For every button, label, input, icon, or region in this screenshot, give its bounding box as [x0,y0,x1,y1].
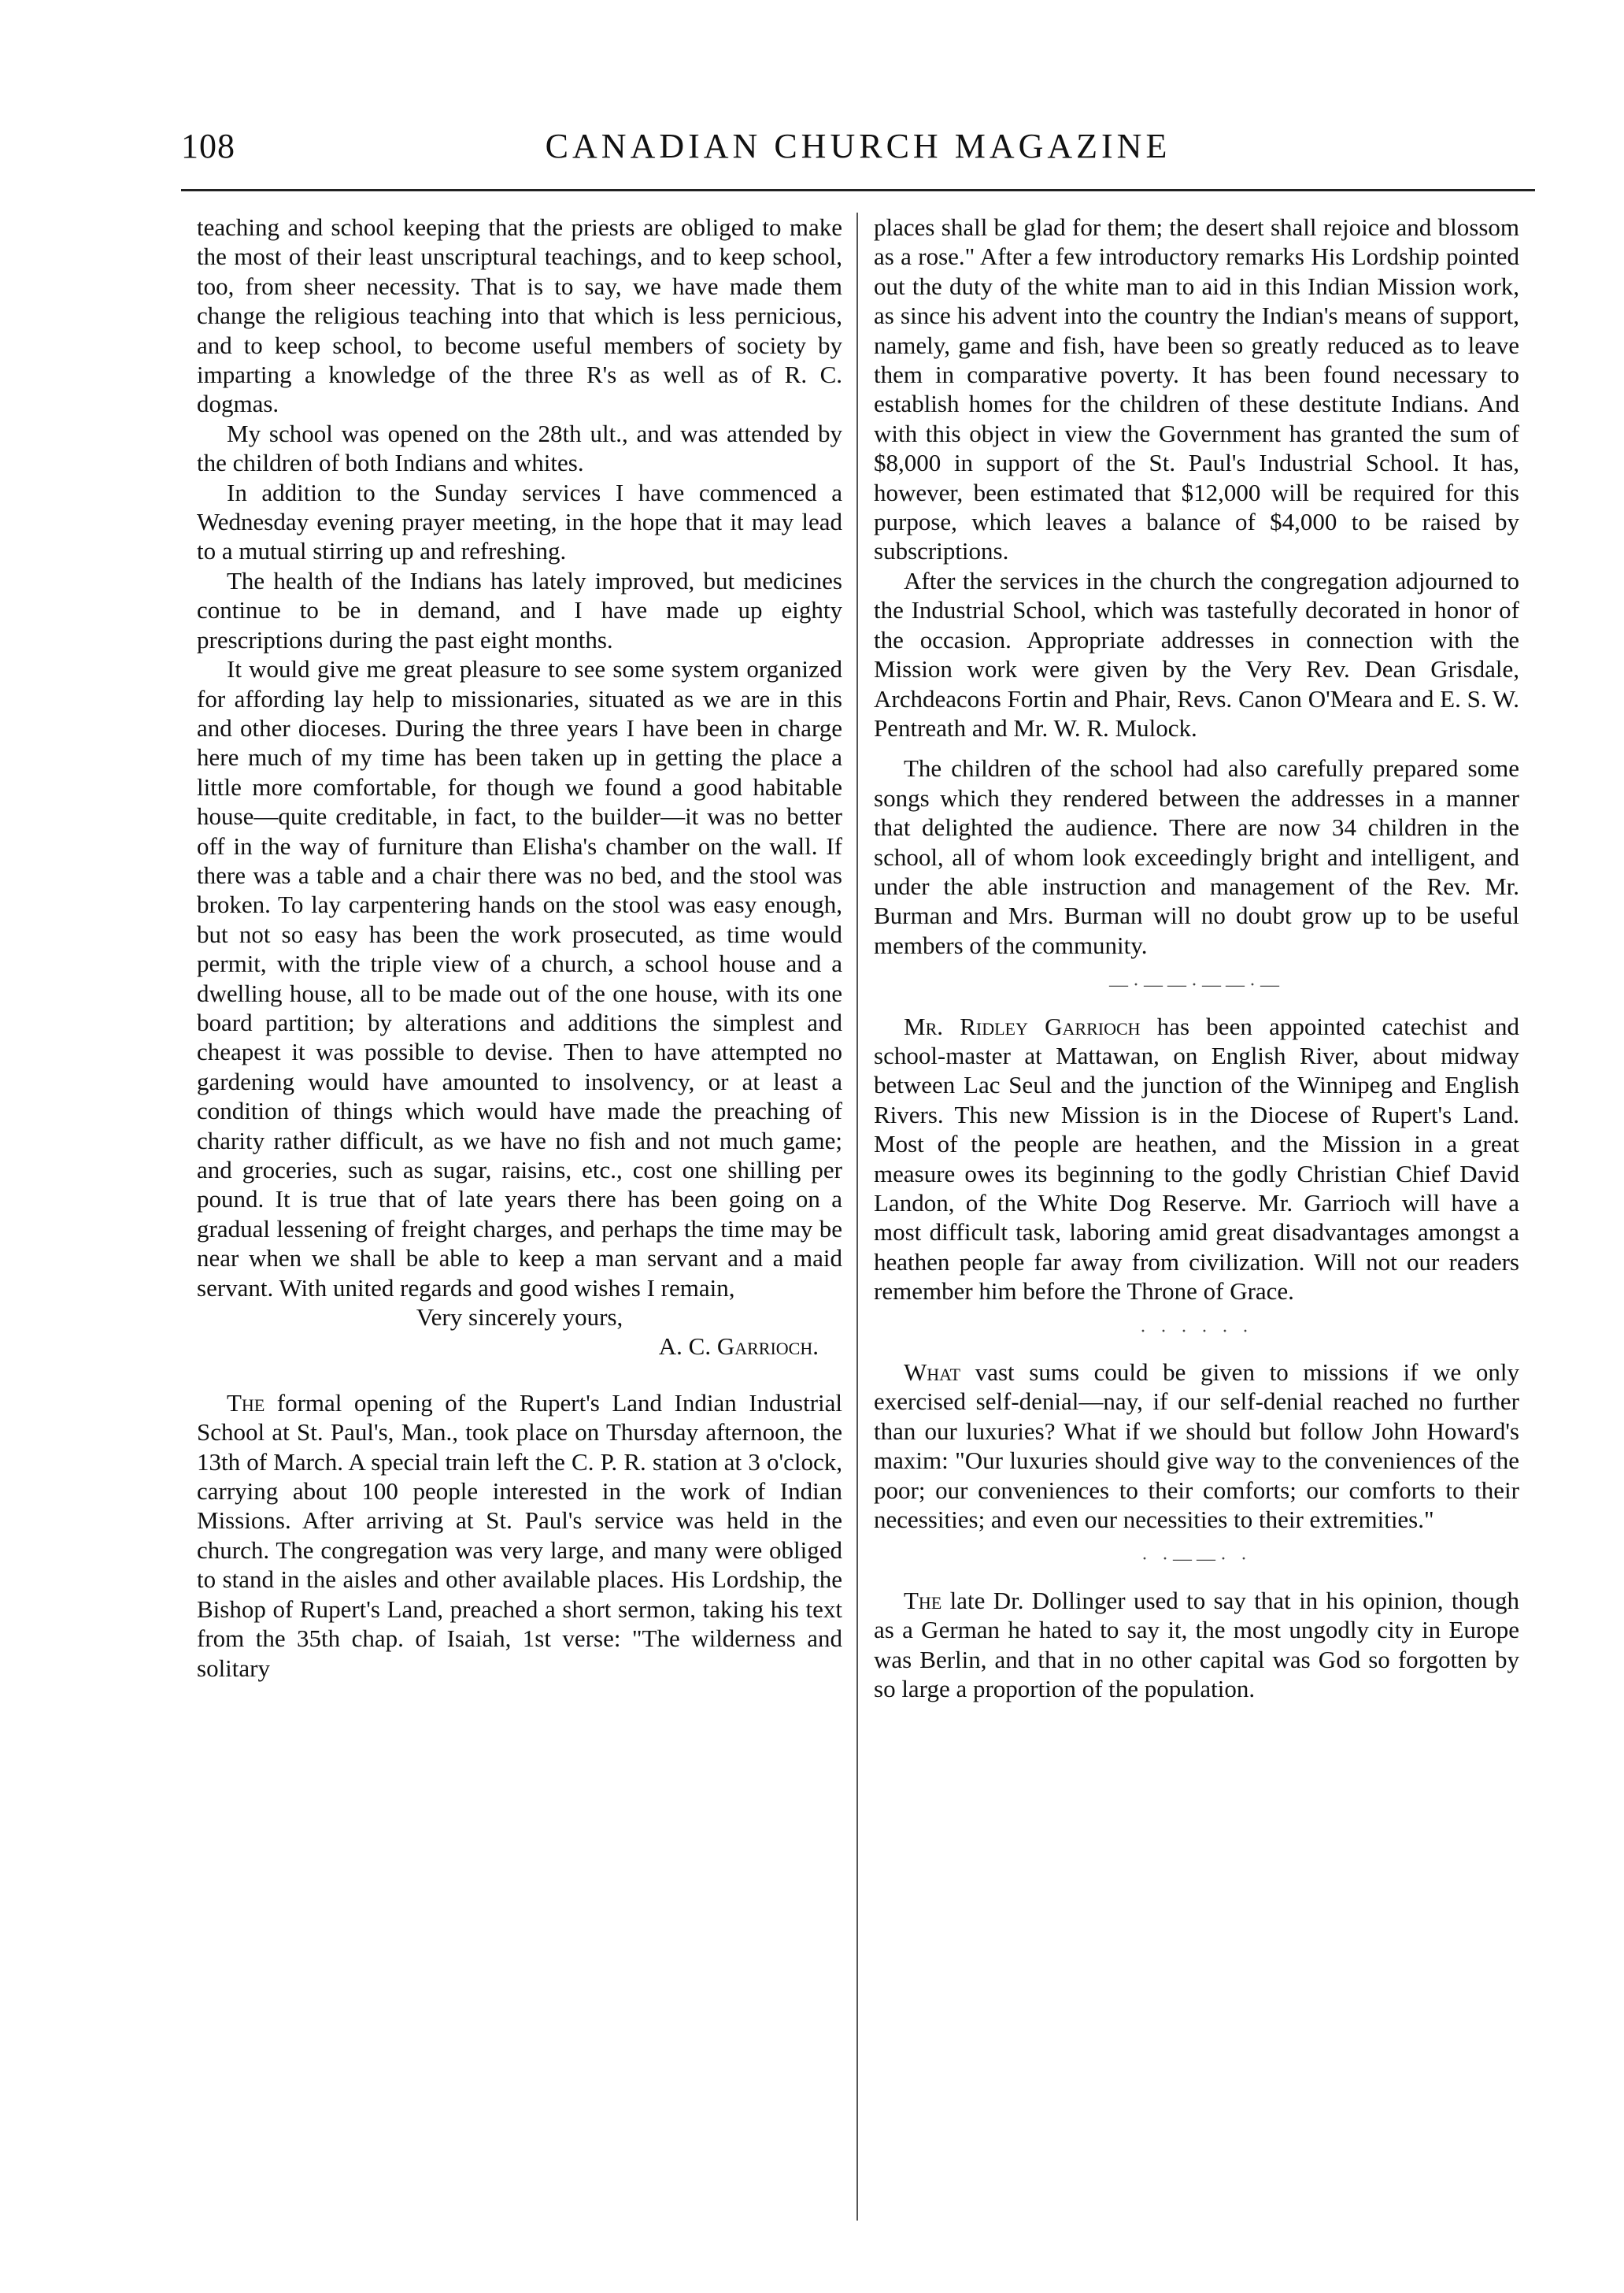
paragraph-text: vast sums could be given to missions if we only exercised self-denial—nay, if our self-denial reached no further than our luxuries? What if we should but follow John Howard's maxim: "Our luxuries should give way to the conveniences of the poor; our conveniences to their comforts; our comforts to their necessities; and even our necessities to their extremities." [874,1358,1519,1534]
page-header [181,126,1535,181]
left-column [197,213,842,1683]
paragraph: It would give me great pleasure to see some system organized for affording lay help to missionaries, situated as we are in this and other dioceses. During the three years I have been in charge here much of my time has been taken up in getting the place a little more comfortable, for though we found a good habitable house—quite creditable, in fact, to the builder—it was no better off in the way of furniture than Elisha's chamber on the wall. If there was a table and a chair there was no bed, and the stool was broken. To lay carpentering hands on the stool was easy enough, but not so easy has been the work prosecuted, as time would permit, with the triple view of a church, a school house and a dwelling house, all to be made out of the one house, with its one board partition; by alterations and additions the simplest and cheapest it was possible to devise. Then to have attempted no gardening would have amounted to insolvency, or at least a condition of things which would have made the preaching of charity rather difficult, as we have no fish and not much game; and groceries, such as sugar, raisins, etc., cost one shilling per pound. It is true that of late years there has been going on a gradual lessening of freight charges, and perhaps the time may be near when we shall be able to keep a man servant and a maid servant. With united regards and good wishes I remain, [197,655,842,1302]
paragraph: The children of the school had also carefully prepared some songs which they rendered between the addresses in a manner that delighted the audience. There are now 34 children in the school, all of whom look exceedingly bright and intelligent, and under the able instruction and management of the Rev. Mr. Burman and Mrs. Burman will no doubt grow up to be useful members of the community. [874,754,1519,959]
section-separator: · · · · · · [1140,1321,1253,1342]
paragraph [874,1358,1519,1534]
paragraph [197,1388,842,1683]
paragraph: In addition to the Sunday services I have commenced a Wednesday evening prayer meeting, in the hope that it may lead to a mutual stirring up and refreshing. [197,478,842,565]
letter-closing: Very sincerely yours, [416,1303,623,1332]
lead-word: The [227,1388,265,1417]
lead-word: Mr. Ridley Garrioch [904,1012,1141,1040]
section-separator: · ·——· · [1141,1549,1252,1570]
lead-word: What [904,1358,961,1387]
paragraph [874,1012,1519,1306]
running-title: CANADIAN CHURCH MAGAZINE [545,127,1171,165]
paragraph: teaching and school keeping that the priests are obliged to make the most of their least unscriptural teachings, and to keep school, too, from sheer necessity. That is to say, we have made them change the religious teaching into that which is less pernicious, and to keep school, to become useful members of society by imparting a knowledge of the three R's as well as of R. C. dogmas. [197,213,842,418]
right-column [874,213,1519,1704]
page-number: 108 [181,127,235,165]
paragraph: My school was opened on the 28th ult., and was attended by the children of both Indians and whites. [197,419,842,477]
letter-signature: A. C. Garrioch. [658,1332,819,1361]
paragraph: places shall be glad for them; the desert shall rejoice and blossom as a rose." After a few introductory remarks His Lordship pointed out the duty of the white man to aid in this Indian Mission work, as since his advent into the country the Indian's means of support, namely, game and fish, have been so greatly reduced as to leave them in comparative poverty. It has been found necessary to establish homes for the children of these destitute Indians. And with this object in view the Government has granted the sum of $8,000 in support of the St. Paul's Industrial School. It has, however, been estimated that $12,000 will be required for this purpose, which leaves a balance of $4,000 to be raised by subscriptions. [874,213,1519,565]
column-divider [856,213,858,2221]
paragraph: After the services in the church the congregation adjourned to the Industrial School, which was tastefully decorated in honor of the occasion. Appropriate addresses in connection with the Mission work were given by the Very Rev. Dean Grisdale, Archdeacons Fortin and Phair, Revs. Canon O'Meara and E. S. W. Pentreath and Mr. W. R. Mulock. [874,566,1519,742]
lead-word: The [904,1586,942,1614]
paragraph-text: has been appointed catechist and school-master at Mattawan, on English River, about midway between Lac Seul and the junction of the Winnipeg and English Rivers. This new Mission is in the Diocese of Rupert's Land. Most of the people are heathen, and the Mission in a great measure owes its beginning to the godly Christian Chief David Landon, of the White Dog Reserve. Mr. Garrioch will have a most difficult task, laboring amid great disadvantages amongst a heathen people far away from civilization. Will not our readers remember him before the Throne of Grace. [874,1012,1519,1306]
paragraph-text: late Dr. Dollinger used to say that in his opinion, though as a German he hated to say it, the most ungodly city in Europe was Berlin, and that in no other capital was God so forgotten by so large a proportion of the population. [874,1586,1519,1703]
spacer [874,743,1519,754]
paragraph-text: formal opening of the Rupert's Land Indian Industrial School at St. Paul's, Man., took place on Thursday afternoon, the 13th of March. A special train left the C. P. R. station at 3 o'clock, carrying about 100 people interested in the work of Indian Missions. After arriving at St. Paul's service was held in the church. The congregation was very large, and many were obliged to stand in the aisles and other available places. His Lordship, the Bishop of Rupert's Land, preached a short sermon, taking his text from the 35th chap. of Isaiah, 1st verse: "The wilderness and solitary [197,1388,842,1682]
header-rule [181,189,1535,191]
section-separator: —·——·——·— [1109,975,1284,996]
spacer [197,1361,842,1388]
paragraph: The health of the Indians has lately improved, but medicines continue to be in demand, and I have made up eighty prescriptions during the past eight months. [197,566,842,654]
paragraph [874,1586,1519,1704]
